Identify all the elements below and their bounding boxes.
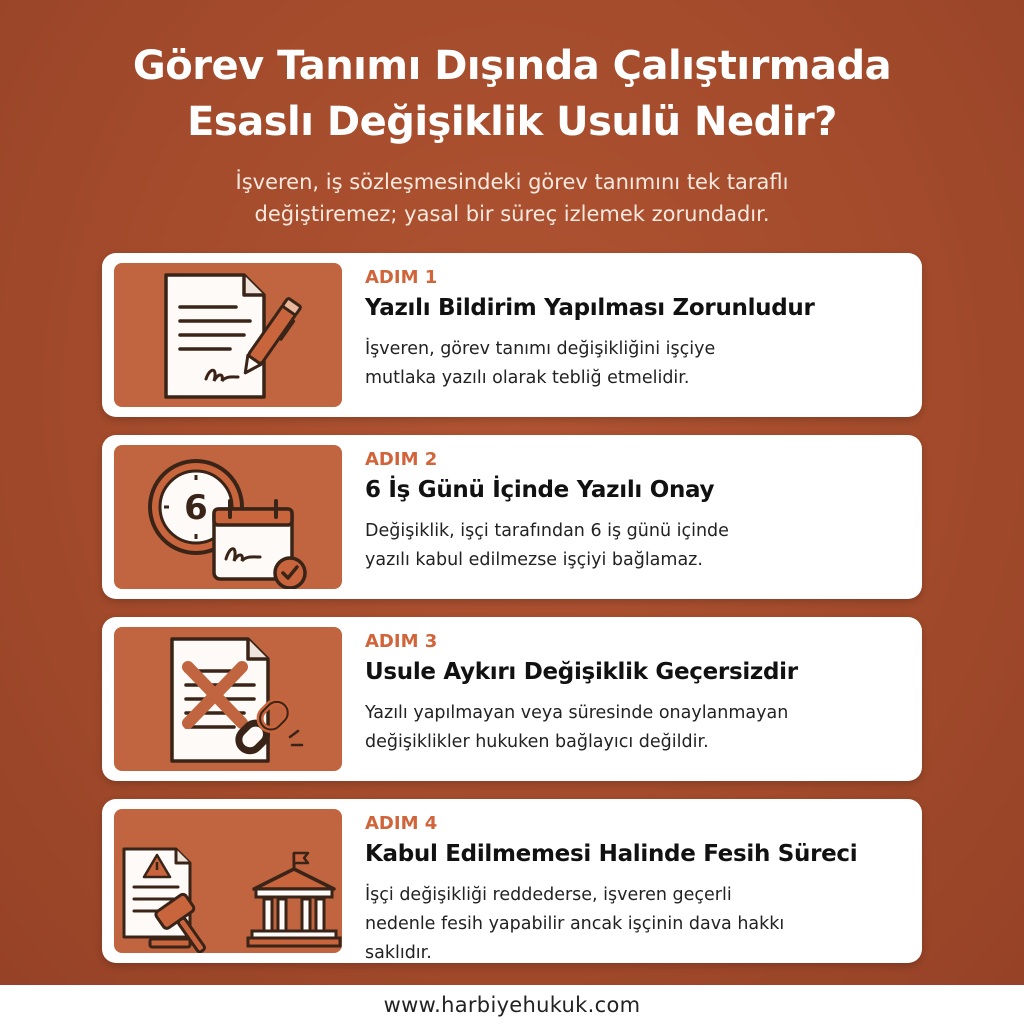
step-label: ADIM 3: [365, 631, 438, 652]
step-description: [365, 335, 910, 393]
subtitle-line-2: değiştiremez; yasal bir süreç izlemek zorundadır.: [254, 202, 770, 226]
step-card-4: [102, 799, 922, 963]
step-heading: 6 İş Günü İçinde Yazılı Onay: [365, 477, 715, 503]
description-line: Yazılı yapılmayan veya süresinde onaylanmayan: [365, 703, 789, 723]
step-label: ADIM 1: [365, 267, 438, 288]
clock-number: 6: [184, 488, 208, 528]
step-heading: Usule Aykırı Değişiklik Geçersizdir: [365, 659, 798, 685]
step-description: [365, 517, 910, 575]
description-line: saklıdır.: [365, 943, 432, 963]
clock-calendar-check-icon: [114, 445, 342, 589]
step-heading: Kabul Edilmemesi Halinde Fesih Süreci: [365, 841, 858, 867]
step-card-2: [102, 435, 922, 599]
step-card-1: [102, 253, 922, 417]
description-line: mutlaka yazılı olarak tebliğ etmelidir.: [365, 368, 690, 388]
footer: [0, 985, 1024, 1024]
crossed-document-broken-chain-icon: [114, 627, 342, 771]
title-line-2: Esaslı Değişiklik Usulü Nedir?: [187, 99, 837, 145]
description-line: Değişiklik, işçi tarafından 6 iş günü içinde: [365, 521, 729, 541]
step-heading: Yazılı Bildirim Yapılması Zorunludur: [365, 295, 815, 321]
description-line: İşveren, görev tanımı değişikliğini işçiye: [365, 339, 716, 359]
step-description: [365, 699, 910, 757]
title-line-1: Görev Tanımı Dışında Çalıştırmada: [132, 43, 892, 89]
page-title: [0, 38, 1024, 150]
signed-document-pen-icon: [114, 263, 342, 407]
step-card-3: [102, 617, 922, 781]
step-label: ADIM 2: [365, 449, 438, 470]
description-line: değişiklikler hukuken bağlayıcı değildir.: [365, 732, 709, 752]
step-description: [365, 881, 910, 968]
description-line: İşçi değişikliği reddederse, işveren geçerli: [365, 885, 732, 905]
description-line: yazılı kabul edilmezse işçiyi bağlamaz.: [365, 550, 703, 570]
page-subtitle: [0, 166, 1024, 230]
subtitle-line-1: İşveren, iş sözleşmesindeki görev tanımını tek taraflı: [235, 170, 789, 194]
website-link[interactable]: www.harbiyehukuk.com: [383, 993, 641, 1017]
step-label: ADIM 4: [365, 813, 438, 834]
warning-document-gavel-courthouse-icon: [114, 809, 342, 953]
description-line: nedenle fesih yapabilir ancak işçinin dava hakkı: [365, 914, 785, 934]
